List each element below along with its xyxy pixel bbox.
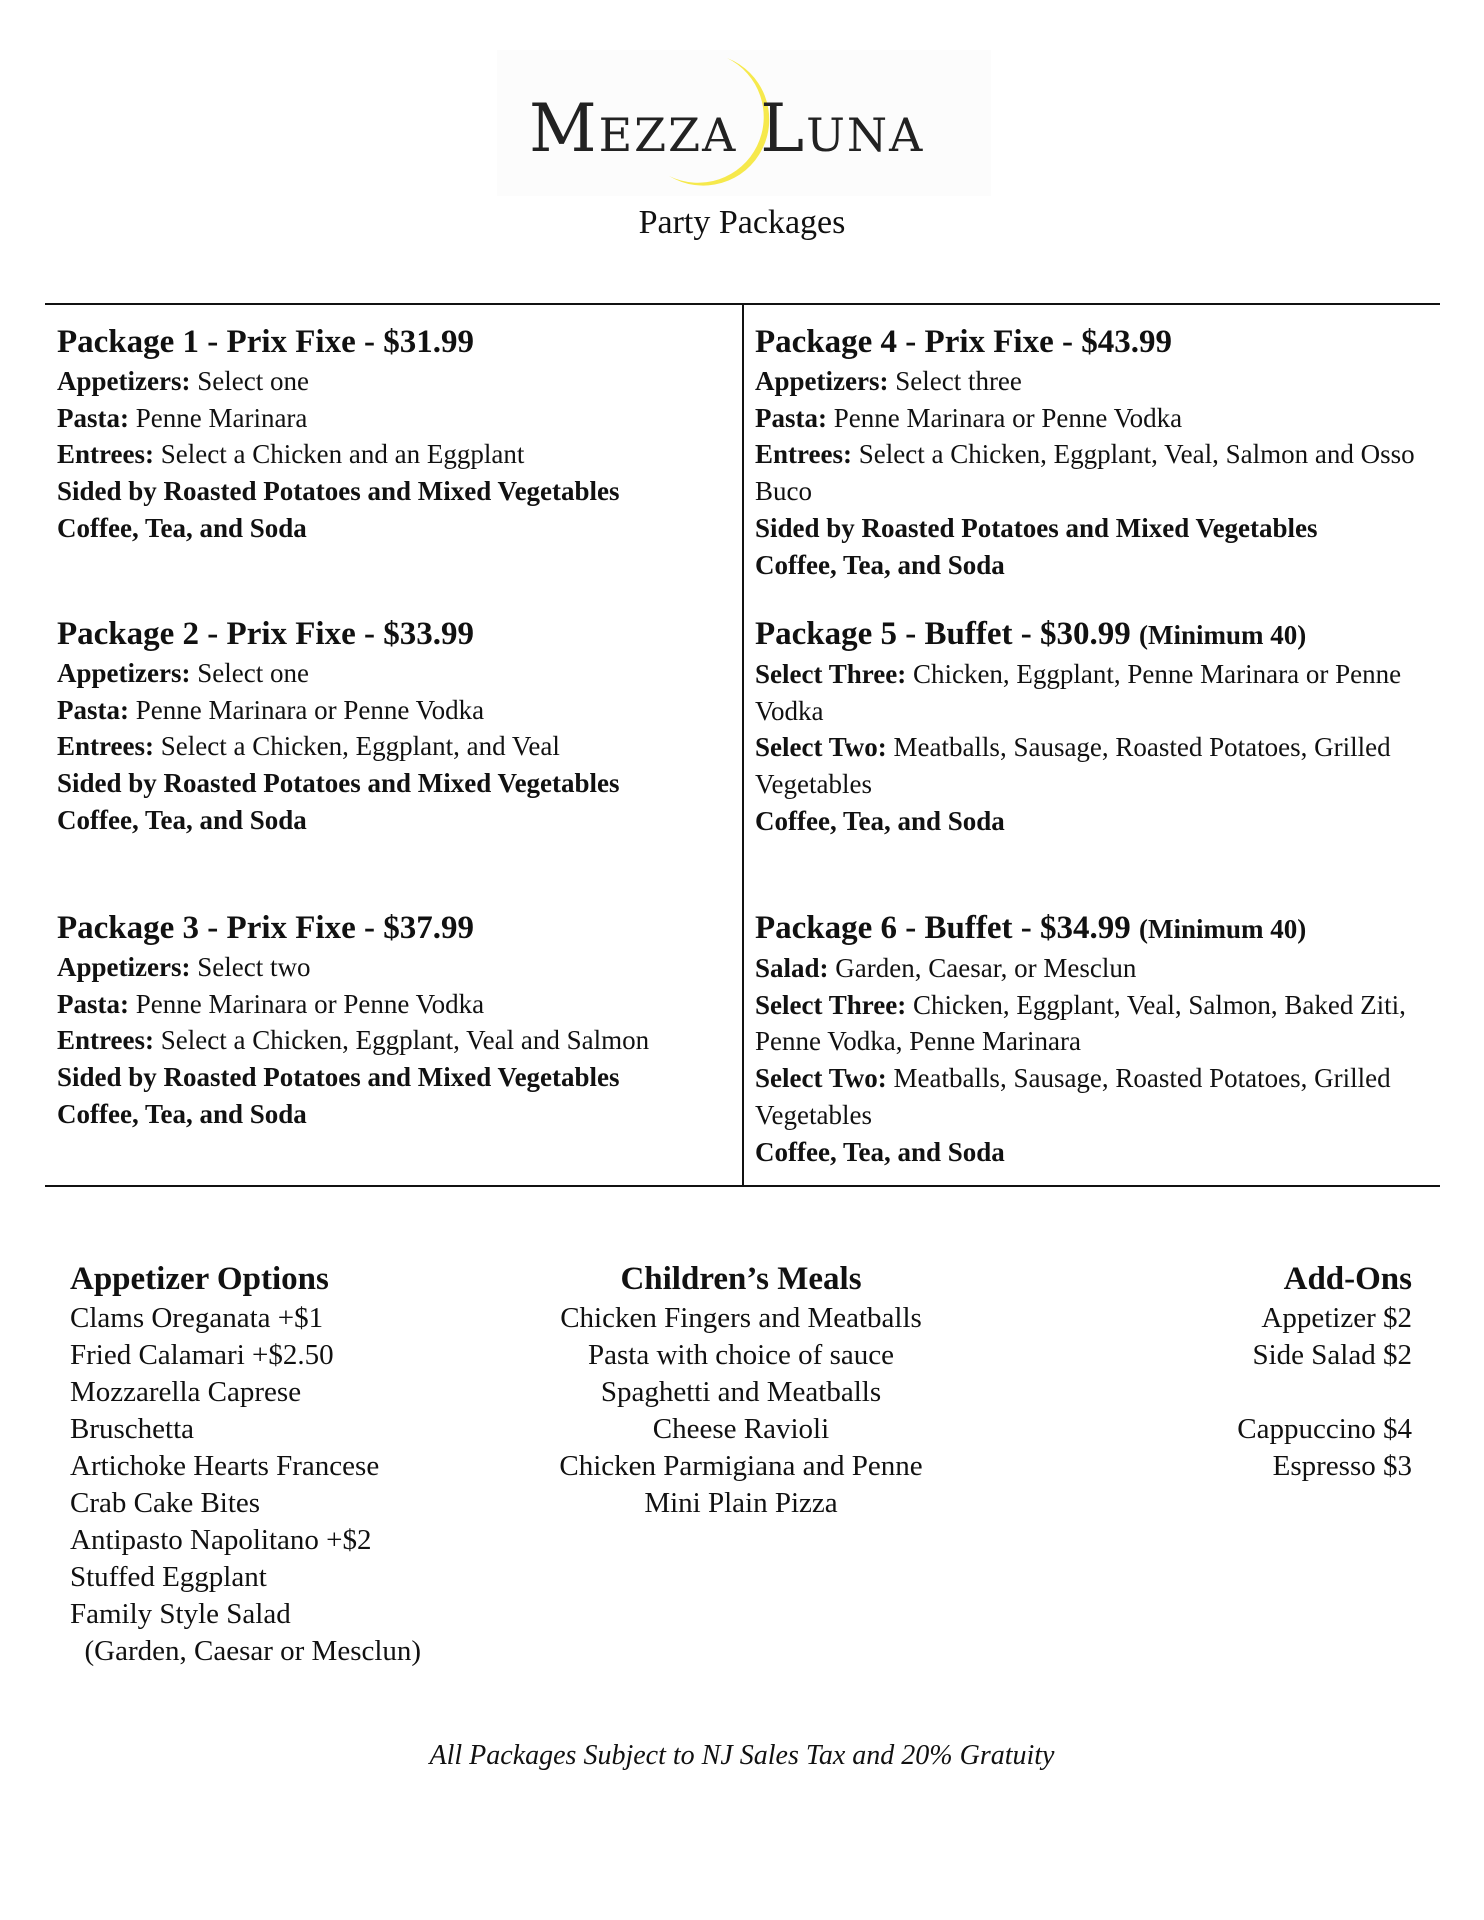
package-line: [755, 363, 1435, 400]
package-line-label: Select Two:: [755, 732, 887, 763]
package-line: [57, 436, 737, 473]
package-line-text: Penne Marinara or Penne Vodka: [128, 694, 485, 725]
package-line-label: Appetizers:: [57, 952, 191, 982]
add-ons-heading: Add-Ons: [1283, 1261, 1412, 1297]
package-line-label: Coffee, Tea, and Soda: [57, 512, 307, 543]
list-item: Mozzarella Caprese: [70, 1376, 302, 1408]
package-line-label: Sided by Roasted Potatoes and Mixed Vegetables: [57, 768, 620, 799]
appetizer-options: [70, 1258, 421, 1670]
list-item: Cheese Ravioli: [652, 1413, 830, 1445]
package-line: [57, 510, 737, 547]
list-item: Espresso $3: [1272, 1450, 1412, 1482]
list-item: Chicken Fingers and Meatballs: [560, 1302, 922, 1334]
package-line-text: Select a Chicken, Eggplant, Veal, Salmon and Osso Buco: [755, 439, 1415, 507]
package-line-label: Coffee, Tea, and Soda: [755, 549, 1005, 580]
logo-text: Mezza Luna: [529, 90, 925, 167]
package-line-text: Select one: [190, 658, 309, 688]
package-line-label: Salad:: [755, 953, 829, 983]
list-item: Appetizer $2: [1261, 1302, 1412, 1334]
page-subtitle: Party Packages: [638, 204, 846, 241]
package-title-text: Package 6 - Buffet - $34.99: [755, 910, 1131, 946]
list-item: Family Style Salad: [70, 1598, 291, 1630]
package-title: [57, 322, 737, 362]
list-item: Mini Plain Pizza: [644, 1487, 838, 1519]
package-line: [57, 1022, 737, 1059]
package-title-text: Package 1 - Prix Fixe - $31.99: [57, 324, 474, 360]
package-line-label: Select Two:: [755, 1063, 887, 1094]
list-item: Bruschetta: [70, 1413, 195, 1445]
package-line: [57, 400, 737, 437]
package-line: [755, 547, 1435, 584]
package-line-label: Coffee, Tea, and Soda: [57, 804, 307, 835]
package-3: [57, 908, 737, 1133]
footer-note: All Packages Subject to NJ Sales Tax and 20% Gratuity: [429, 1740, 1055, 1771]
list-item: Spaghetti and Meatballs: [600, 1376, 882, 1408]
package-title: [755, 322, 1435, 362]
package-line: [57, 802, 737, 839]
childrens-meals: [441, 1258, 1041, 1522]
table-bottom-divider: [45, 1185, 1440, 1187]
package-line: [57, 1059, 737, 1096]
logo: [497, 50, 991, 196]
package-line-label: Entrees:: [755, 439, 852, 470]
package-line: [57, 1096, 737, 1133]
package-title-text: Package 3 - Prix Fixe - $37.99: [57, 910, 474, 946]
list-item: (Garden, Caesar or Mesclun): [70, 1635, 422, 1667]
package-line-label: Entrees:: [57, 731, 154, 762]
package-line-label: Pasta:: [57, 402, 129, 433]
package-5: [755, 614, 1435, 840]
package-line: [755, 1060, 1435, 1133]
package-line-text: Select one: [190, 366, 309, 396]
package-line: [755, 987, 1435, 1060]
package-line-text: Select a Chicken and an Eggplant: [153, 439, 525, 470]
package-line-label: Pasta:: [57, 694, 129, 725]
package-line-text: Garden, Caesar, or Mesclun: [828, 953, 1137, 983]
package-2: [57, 614, 737, 839]
package-line-text: Penne Marinara: [128, 402, 308, 433]
package-line: [755, 1134, 1435, 1171]
package-title-text: Package 5 - Buffet - $30.99: [755, 616, 1131, 652]
package-line-text: Chicken, Eggplant, Penne Marinara or Penne Vodka: [755, 659, 1402, 726]
package-line: [755, 400, 1435, 437]
package-line: [755, 803, 1435, 840]
package-line: [755, 436, 1435, 509]
list-item: Fried Calamari +$2.50: [70, 1339, 334, 1371]
package-title: [57, 614, 737, 654]
package-line-label: Appetizers:: [57, 366, 191, 396]
package-title: [755, 614, 1435, 655]
package-line-label: Appetizers:: [755, 366, 889, 396]
list-item: Crab Cake Bites: [70, 1487, 261, 1519]
package-title: [755, 908, 1435, 949]
package-line-label: Appetizers:: [57, 658, 191, 688]
package-title-text: Package 4 - Prix Fixe - $43.99: [755, 324, 1172, 360]
package-line: [755, 729, 1435, 802]
package-line-text: Meatballs, Sausage, Roasted Potatoes, Grilled Vegetables: [755, 732, 1391, 800]
package-line: [57, 728, 737, 765]
package-line-label: Sided by Roasted Potatoes and Mixed Vegetables: [57, 476, 620, 507]
package-line: [755, 656, 1435, 729]
package-line-label: Coffee, Tea, and Soda: [755, 1136, 1005, 1167]
package-line-label: Pasta:: [755, 402, 827, 433]
package-title-text: Package 2 - Prix Fixe - $33.99: [57, 616, 474, 652]
list-item: Side Salad $2: [1252, 1339, 1412, 1371]
package-line-text: Select a Chicken, Eggplant, and Veal: [153, 731, 560, 762]
package-line: [755, 950, 1435, 987]
package-line: [57, 692, 737, 729]
table-column-divider: [742, 304, 744, 1187]
package-line: [755, 510, 1435, 547]
package-line-label: Entrees:: [57, 1025, 154, 1056]
list-item: Antipasto Napolitano +$2: [70, 1524, 372, 1556]
package-4: [755, 322, 1435, 583]
list-item: [1237, 1374, 1412, 1411]
package-line: [57, 655, 737, 692]
package-line: [57, 949, 737, 986]
package-line-text: Select two: [190, 952, 311, 982]
list-item: Cappuccino $4: [1237, 1413, 1412, 1445]
package-title: [57, 908, 737, 948]
list-item: Stuffed Eggplant: [70, 1561, 267, 1593]
package-line-label: Pasta:: [57, 988, 129, 1019]
list-item: Clams Oreganata +$1: [70, 1302, 324, 1334]
package-line-text: Select three: [888, 366, 1022, 396]
package-line-text: Select a Chicken, Eggplant, Veal and Salmon: [153, 1025, 650, 1056]
package-6: [755, 908, 1435, 1170]
package-line-label: Select Three:: [755, 659, 907, 689]
package-minimum: (Minimum 40): [1139, 914, 1307, 944]
appetizer-options-heading: Appetizer Options: [70, 1261, 329, 1297]
list-item: Chicken Parmigiana and Penne: [559, 1450, 923, 1482]
package-line: [57, 986, 737, 1023]
package-line-text: Chicken, Eggplant, Veal, Salmon, Baked Ziti, Penne Vodka, Penne Marinara: [755, 989, 1406, 1057]
package-minimum: (Minimum 40): [1139, 620, 1307, 650]
package-line-text: Penne Marinara or Penne Vodka: [826, 402, 1183, 433]
package-line-label: Sided by Roasted Potatoes and Mixed Vegetables: [57, 1062, 620, 1093]
package-line-text: Meatballs, Sausage, Roasted Potatoes, Grilled Vegetables: [755, 1063, 1391, 1130]
childrens-meals-heading: Children’s Meals: [620, 1261, 862, 1297]
package-line-label: Entrees:: [57, 439, 154, 470]
list-item: Artichoke Hearts Francese: [70, 1450, 380, 1482]
package-line: [57, 363, 737, 400]
list-item: Pasta with choice of sauce: [587, 1339, 894, 1371]
package-line-label: Select Three:: [755, 989, 907, 1020]
package-line-label: Coffee, Tea, and Soda: [57, 1098, 307, 1129]
package-line-label: Coffee, Tea, and Soda: [755, 805, 1005, 836]
package-line-text: Penne Marinara or Penne Vodka: [128, 988, 485, 1019]
add-ons: [1237, 1258, 1412, 1485]
package-line-label: Sided by Roasted Potatoes and Mixed Vegetables: [755, 512, 1318, 543]
package-line: [57, 473, 737, 510]
package-line: [57, 765, 737, 802]
package-1: [57, 322, 737, 547]
